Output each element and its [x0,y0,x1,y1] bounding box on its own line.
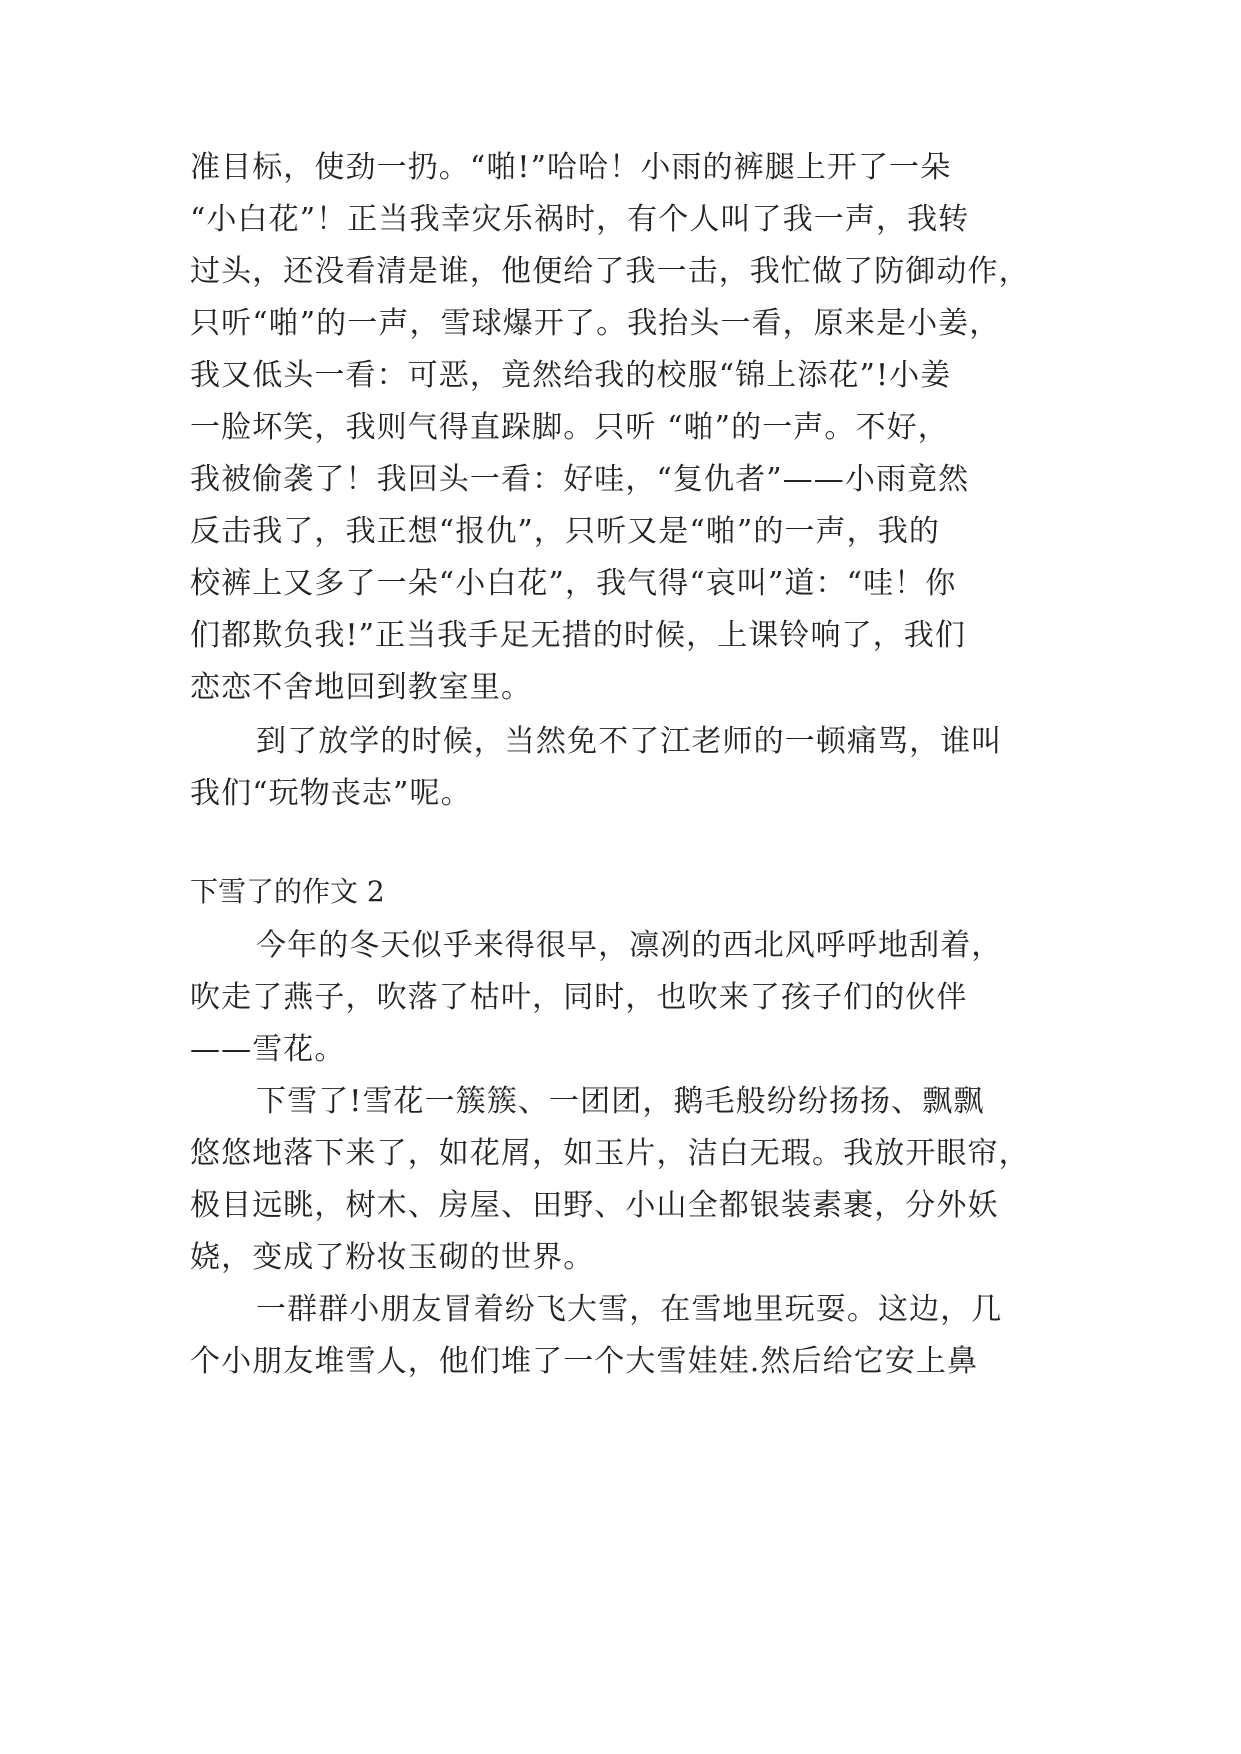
text-line: 我又低头一看：可恶，竟然给我的校服“锦上添花”!小姜 [190,358,952,393]
text-line: 一群群小朋友冒着纷飞大雪，在雪地里玩耍。这边，几 [256,1292,1003,1327]
text-line: 到了放学的时候，当然免不了江老师的一顿痛骂，谁叫 [256,724,1003,759]
text-line: ——雪花。 [190,1032,346,1067]
text-line: 校裤上又多了一朵“小白花”，我气得“哀叫”道：“哇！你 [190,566,957,601]
text-line: 下雪了!雪花一簇簇、一团团，鹅毛般纷纷扬扬、飘飘 [256,1084,985,1119]
text-line: 只听“啪”的一声，雪球爆开了。我抬头一看，原来是小姜， [190,306,1001,341]
text-line: 我们“玩物丧志”呢。 [190,776,472,811]
text-line: 娆，变成了粉妆玉砌的世界。 [190,1240,595,1275]
text-line: 一脸坏笑，我则气得直跺脚。只听 “啪”的一声。不好， [190,410,949,445]
text-line: 悠悠地落下来了，如花屑，如玉片，洁白无瑕。我放开眼帘， [190,1136,1030,1171]
text-line: “小白花”！正当我幸灾乐祸时，有个人叫了我一声，我转 [190,202,970,237]
text-line: 恋恋不舍地回到教室里。 [190,670,533,705]
text-line: 我被偷袭了！我回头一看：好哇，“复仇者”——小雨竟然 [190,462,970,497]
text-line: 个小朋友堆雪人，他们堆了一个大雪娃娃.然后给它安上鼻 [190,1344,979,1379]
text-line: 们都欺负我!”正当我手足无措的时候，上课铃响了，我们 [190,618,966,653]
text-line: 极目远眺，树木、房屋、田野、小山全都银装素裹，分外妖 [190,1188,999,1223]
text-line: 今年的冬天似乎来得很早，凛冽的西北风呼呼地刮着， [256,928,1003,963]
text-line: 吹走了燕子，吹落了枯叶，同时，也吹来了孩子们的伙伴 [190,980,968,1015]
section-heading: 下雪了的作文 2 [190,875,385,908]
text-line: 准目标，使劲一扔。“啪!”哈哈！小雨的裤腿上开了一朵 [190,150,952,185]
text-line: 反击我了，我正想“报仇”，只听又是“啪”的一声，我的 [190,514,940,549]
text-line: 过头，还没看清是谁，他便给了我一击，我忙做了防御动作， [190,254,1030,289]
